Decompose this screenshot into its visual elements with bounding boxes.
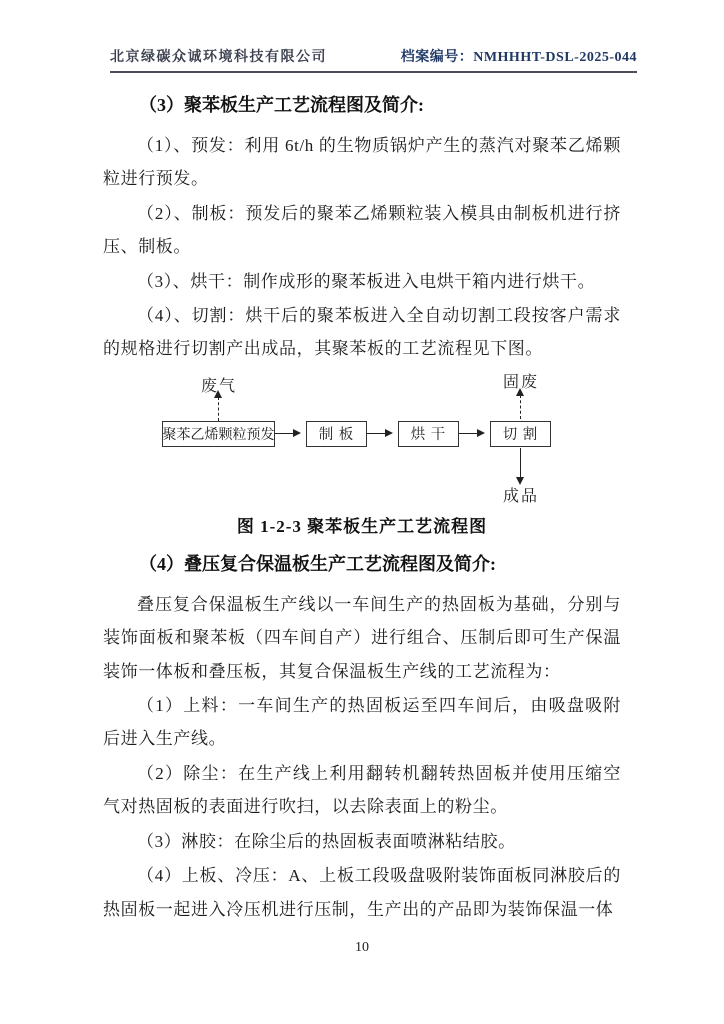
section4-paragraph: （4）上板、冷压：A、上板工段吸盘吸附装饰面板同淋胶后的热固板一起进入冷压机进行压制，生产出的产品即为装饰保温一体 [103,866,621,919]
document-number [401,46,637,66]
waste-gas-label: 废气 [200,377,238,395]
company-name: 北京绿碳众诚环境科技有限公司 [110,50,327,65]
document-number-value: NMHHHT-DSL-2025-044 [473,50,637,65]
page-header [110,46,637,73]
flow-arrow-right-icon [367,433,391,434]
section3-paragraph: （3）、烘干：制作成形的聚苯板进入电烘干箱内进行烘干。 [137,271,596,291]
section3-heading: （3）聚苯板生产工艺流程图及简介: [139,95,424,115]
section3-paragraph: （1）、预发：利用 6t/h 的生物质锅炉产生的蒸汽对聚苯乙烯颗粒进行预发。 [103,136,621,189]
flow-step-drying: 烘 干 [398,421,459,447]
section4-paragraph: （2）除尘：在生产线上利用翻转机翻转热固板并使用压缩空气对热固板的表面进行吹扫，以去除表面上的粉尘。 [103,763,621,817]
flow-step-cutting: 切 割 [490,421,551,447]
dashed-up-arrow-icon [520,395,521,419]
solid-waste-label: 固废 [502,373,540,391]
section3-paragraph: （2）、制板：预发后的聚苯乙烯颗粒装入模具由制板机进行挤压、制板。 [103,203,621,257]
page-body [103,90,621,927]
page-number: 10 [355,940,369,955]
section4-paragraph: （3）淋胶：在除尘后的热固板表面喷淋粘结胶。 [137,831,516,851]
flow-step-pre-expansion: 聚苯乙烯颗粒预发 [162,421,275,447]
solid-down-arrow-icon [520,448,521,478]
figure-caption: 图 1-2-3 聚苯板生产工艺流程图 [236,516,488,536]
flow-arrow-right-icon [275,433,299,434]
document-number-label: 档案编号： [400,50,474,65]
section4-paragraph: （1）上料：一车间生产的热固板运至四车间后，由吸盘吸附后进入生产线。 [103,696,621,749]
process-flowchart [103,369,621,509]
section4-intro: 叠压复合保温板生产线以一车间生产的热固板为基础，分别与装饰面板和聚苯板（四车间自产）进行组合、压制后即可生产保温装饰一体板和叠压板，其复合保温板生产线的工艺流程为： [103,594,621,681]
finished-product-label: 成品 [502,487,540,505]
flow-step-board-making: 制 板 [306,421,367,447]
dashed-up-arrow-icon [218,397,219,421]
flow-arrow-right-icon [459,433,483,434]
section4-heading: （4）叠压复合保温板生产工艺流程图及简介: [139,553,496,574]
section3-paragraph: （4）、切割：烘干后的聚苯板进入全自动切割工段按客户需求的规格进行切割产出成品，其聚苯板的工艺流程见下图。 [103,306,621,359]
